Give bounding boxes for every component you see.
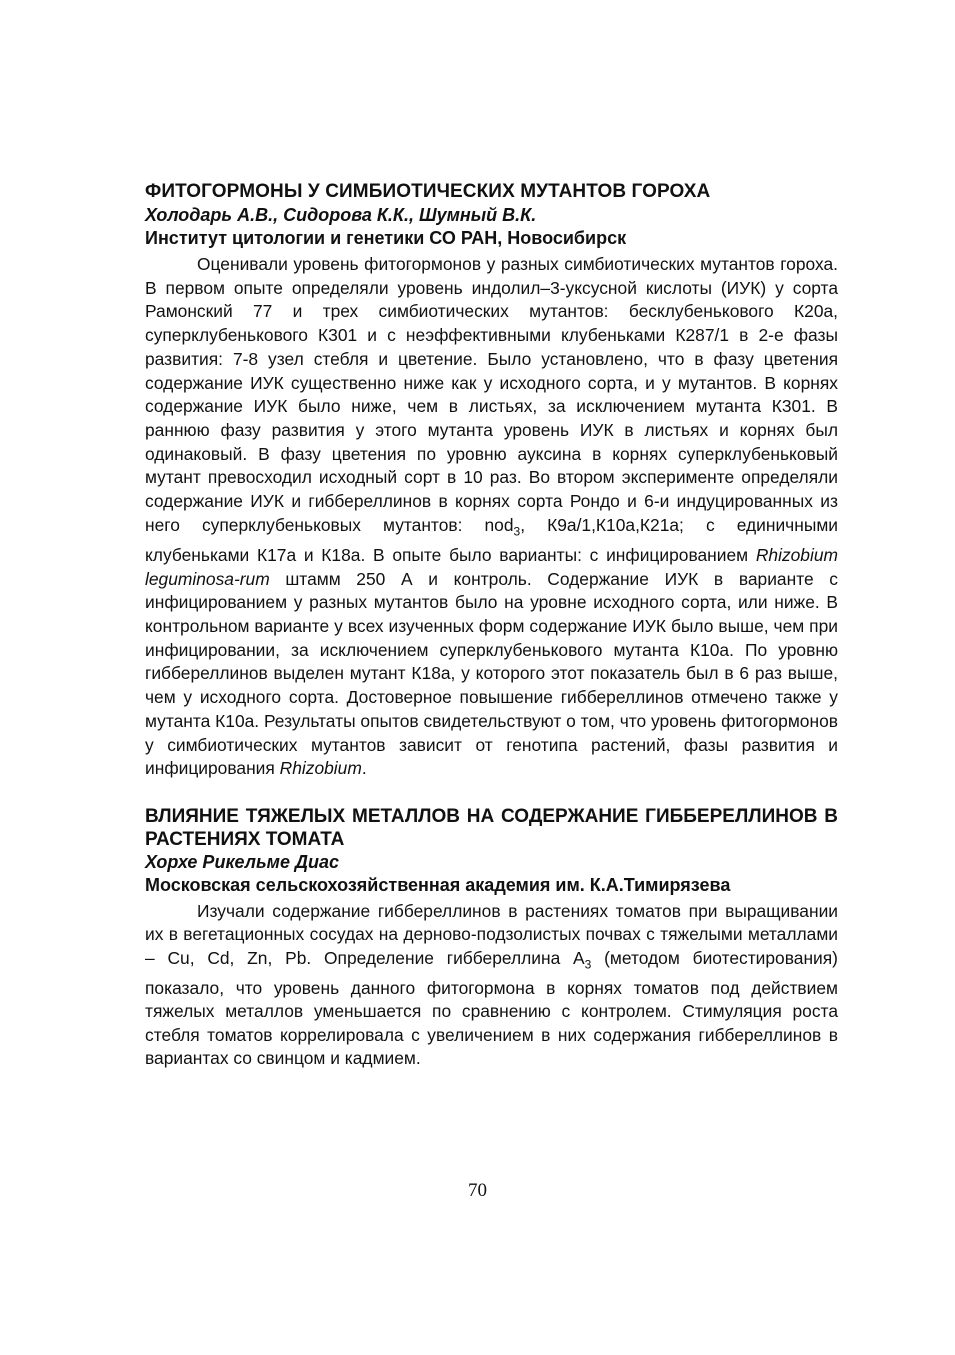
article-phytohormones-pea <box>145 180 838 781</box>
body-text: Оценивали уровень фитогормонов у разных симбиотических мутантов гороха. В первом опыте определяли уровень индолил–3-уксусной кислоты (ИУК) у сорта Рамонский 77 и трех симбиотических мутантов: бесклубенькового К20а, суперклубенькового К301 и с неэффективными клубеньками К287/1 в 2-е фазы развития: 7-8 узел стебля и цветение. Было установлено, что в фазу цветения содержание ИУК существенно ниже как у исходного сорта, и у мутантов. В корнях содержание ИУК было ниже, чем в листьях, за исключением мутанта К301. В раннюю фазу развития у этого мутанта уровень ИУК в листьях и корнях был одинаковый. В фазу цветения по уровню ауксина в корнях суперклубеньковый мутант превосходил исходный сорт в 10 раз. Во втором эксперименте определяли содержание ИУК и гиббереллинов в корнях сорта Рондо и 6-и индуцированных из него суперклубеньковых мутантов: nod <box>145 254 838 535</box>
article-institution: Московская сельскохозяйственная академия им. К.А.Тимирязева <box>145 874 731 895</box>
article-authors: Хорхе Рикельме Диас <box>145 851 340 872</box>
body-text: , К9а/1,К10а,К21а; с единичными клубеньками К17а и К18а. В опыте было варианты: с инфицированием <box>145 514 839 565</box>
body-subscript: 3 <box>584 957 592 972</box>
article-body <box>145 253 838 781</box>
article-heavy-metals-tomato <box>145 805 838 1071</box>
body-text: . <box>361 758 367 779</box>
article-body <box>145 900 838 1071</box>
body-text: Изучали содержание гиббереллинов в растениях томатов при выращивании их в вегетационных сосудах на дерново-подзолистых почвах с тяжелыми металлами – Cu, Cd, Zn, Pb. Определение гиббереллина А <box>145 900 838 968</box>
article-title: ВЛИЯНИЕ ТЯЖЕЛЫХ МЕТАЛЛОВ НА СОДЕРЖАНИЕ ГИББЕРЕЛЛИНОВ В РАСТЕНИЯХ ТОМАТА <box>145 805 838 850</box>
section-gap <box>145 781 838 805</box>
body-subscript: 3 <box>513 524 521 539</box>
body-text: (методом биотестирования) показало, что уровень данного фитогормона в корнях томатов под действием тяжелых металлов уменьшается по сравнению с контролем. Стимуляция роста стебля томатов коррелировала с увеличением в них содержания гиббереллинов в вариантах со свинцом и кадмием. <box>145 947 838 1069</box>
body-italic-genus: Rhizobium <box>279 758 362 779</box>
body-text: штамм 250 А и контроль. Содержание ИУК в варианте с инфицированием у разных мутантов было на уровне исходного сорта, или ниже. В контрольном варианте у всех изученных форм содержание ИУК было выше, чем при инфицировании, за исключением суперклубенькового мутанта К10а. По уровню гиббереллинов выделен мутант К18а, у которого этот показатель был в 6 раз выше, чем у исходного сорта. Достоверное повышение гиббереллинов отмечено также у мутанта К10а. Результаты опытов свидетельствуют о том, что уровень фитогормонов у симбиотических мутантов зависит от генотипа растений, фазы развития и инфицирования <box>145 568 838 779</box>
document-page <box>145 180 838 1071</box>
page-number: 70 <box>468 1180 487 1201</box>
body-italic-species: Rhizobium leguminosa-rum <box>145 544 838 589</box>
article-institution: Институт цитологии и генетики СО РАН, Новосибирск <box>145 228 627 248</box>
article-authors: Холодарь А.В., Сидорова К.К., Шумный В.К. <box>145 205 537 225</box>
article-title: ФИТОГОРМОНЫ У СИМБИОТИЧЕСКИХ МУТАНТОВ ГОРОХА <box>145 181 711 202</box>
